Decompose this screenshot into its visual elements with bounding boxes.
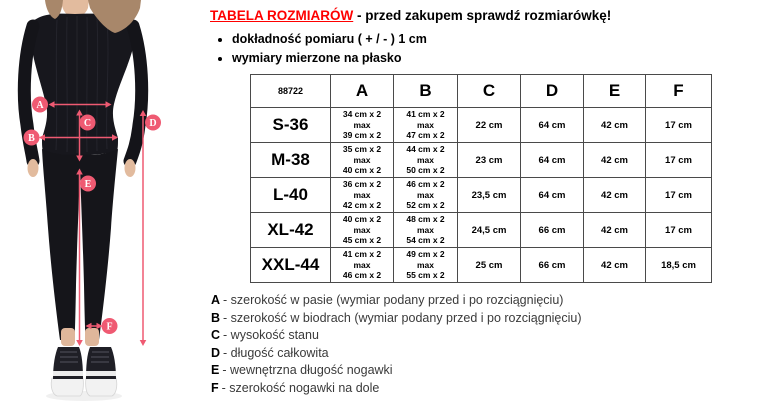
cell-d: 66 cm <box>521 248 584 283</box>
table-row-xxl44 <box>251 248 712 283</box>
marker-a-label: A <box>36 100 44 111</box>
left-ankle <box>61 328 75 346</box>
right-arm <box>130 26 142 161</box>
legend-letter: E <box>211 363 220 377</box>
right-sneaker <box>86 347 117 396</box>
table-header-row <box>251 75 712 108</box>
legend-item-b <box>211 310 763 328</box>
size-label: XXL-44 <box>251 248 331 283</box>
table-row-l40 <box>251 178 712 213</box>
marker-b-label: B <box>28 133 35 144</box>
title-highlight: TABELA ROZMIARÓW <box>210 8 354 23</box>
model-illustration <box>0 0 210 415</box>
note-item-accuracy: • dokładność pomiaru ( + / - ) 1 cm <box>232 30 762 49</box>
legend-desc: - długość całkowita <box>223 345 329 360</box>
cell-a: 36 cm x 2 max 42 cm x 2 <box>331 178 394 213</box>
cell-b: 49 cm x 2 max 55 cm x 2 <box>394 248 458 283</box>
size-guide-photo <box>0 0 210 415</box>
size-table <box>250 74 712 283</box>
marker-d-label: D <box>149 118 157 129</box>
cell-c: 23,5 cm <box>458 178 521 213</box>
cell-e: 42 cm <box>584 248 646 283</box>
size-label: S-36 <box>251 108 331 143</box>
cell-b: 41 cm x 2 max 47 cm x 2 <box>394 108 458 143</box>
legend-letter: B <box>211 310 221 325</box>
cell-f: 17 cm <box>646 108 712 143</box>
product-code: 88722 <box>251 75 331 108</box>
legend-item-d <box>211 345 763 363</box>
title-suffix: - przed zakupem sprawdź rozmiarówkę! <box>353 8 612 23</box>
column-header-b: B <box>394 75 458 108</box>
size-label: XL-42 <box>251 213 331 248</box>
legend-letter: F <box>211 380 219 395</box>
cell-f: 17 cm <box>646 178 712 213</box>
right-ankle <box>85 328 99 346</box>
cell-c: 23 cm <box>458 143 521 178</box>
cell-d: 66 cm <box>521 213 584 248</box>
legend-desc: - wewnętrzna długość nogawki <box>222 363 393 377</box>
table-row-xl42 <box>251 213 712 248</box>
cell-d: 64 cm <box>521 178 584 213</box>
column-header-a: A <box>331 75 394 108</box>
cell-a: 34 cm x 2 max 39 cm x 2 <box>331 108 394 143</box>
legend-letter: C <box>211 328 221 342</box>
left-leg <box>42 149 80 340</box>
column-header-c: C <box>458 75 521 108</box>
cell-a: 35 cm x 2 max 40 cm x 2 <box>331 143 394 178</box>
marker-c-label: C <box>83 118 92 129</box>
model-figure <box>24 0 141 401</box>
right-hand <box>125 159 136 177</box>
cell-d: 64 cm <box>521 143 584 178</box>
size-label: M-38 <box>251 143 331 178</box>
legend-desc: - szerokość nogawki na dole <box>221 380 380 395</box>
column-header-f: F <box>646 75 712 108</box>
table-row-s36 <box>251 108 712 143</box>
notes-list <box>232 30 762 68</box>
cell-a: 40 cm x 2 max 45 cm x 2 <box>331 213 394 248</box>
legend-letter: D <box>211 345 221 360</box>
marker-e-label: E <box>84 179 92 190</box>
legend-letter: A <box>211 293 221 307</box>
cell-c: 22 cm <box>458 108 521 143</box>
cell-d: 64 cm <box>521 108 584 143</box>
legend-item-c <box>211 327 763 345</box>
cell-f: 17 cm <box>646 143 712 178</box>
cell-b: 44 cm x 2 max 50 cm x 2 <box>394 143 458 178</box>
legend-item-f <box>211 380 763 398</box>
page-title <box>210 7 762 24</box>
legend-desc: - wysokość stanu <box>223 328 319 342</box>
cell-b: 46 cm x 2 max 52 cm x 2 <box>394 178 458 213</box>
column-header-d: D <box>521 75 584 108</box>
cell-f: 17 cm <box>646 213 712 248</box>
left-sneaker <box>51 347 83 396</box>
cell-b: 48 cm x 2 max 54 cm x 2 <box>394 213 458 248</box>
sweater-torso <box>30 14 136 156</box>
cell-a: 41 cm x 2 max 46 cm x 2 <box>331 248 394 283</box>
measurement-legend <box>211 292 763 397</box>
legend-item-a <box>211 292 763 310</box>
size-label: L-40 <box>251 178 331 213</box>
column-header-e: E <box>584 75 646 108</box>
table-row-m38 <box>251 143 712 178</box>
cell-e: 42 cm <box>584 108 646 143</box>
note-item-flat: • wymiary mierzone na płasko <box>232 49 762 68</box>
left-hand <box>28 159 39 177</box>
cell-e: 42 cm <box>584 143 646 178</box>
cell-c: 24,5 cm <box>458 213 521 248</box>
legend-item-e <box>211 362 763 380</box>
legend-desc: - szerokość w pasie (wymiar podany przed i po rozciągnięciu) <box>223 293 564 307</box>
cell-e: 42 cm <box>584 178 646 213</box>
cell-f: 18,5 cm <box>646 248 712 283</box>
header-block <box>210 7 762 68</box>
legend-desc: - szerokość w biodrach (wymiar podany przed i po rozciągnięciu) <box>223 310 582 325</box>
cell-c: 25 cm <box>458 248 521 283</box>
cell-e: 42 cm <box>584 213 646 248</box>
marker-f-label: F <box>106 321 113 333</box>
